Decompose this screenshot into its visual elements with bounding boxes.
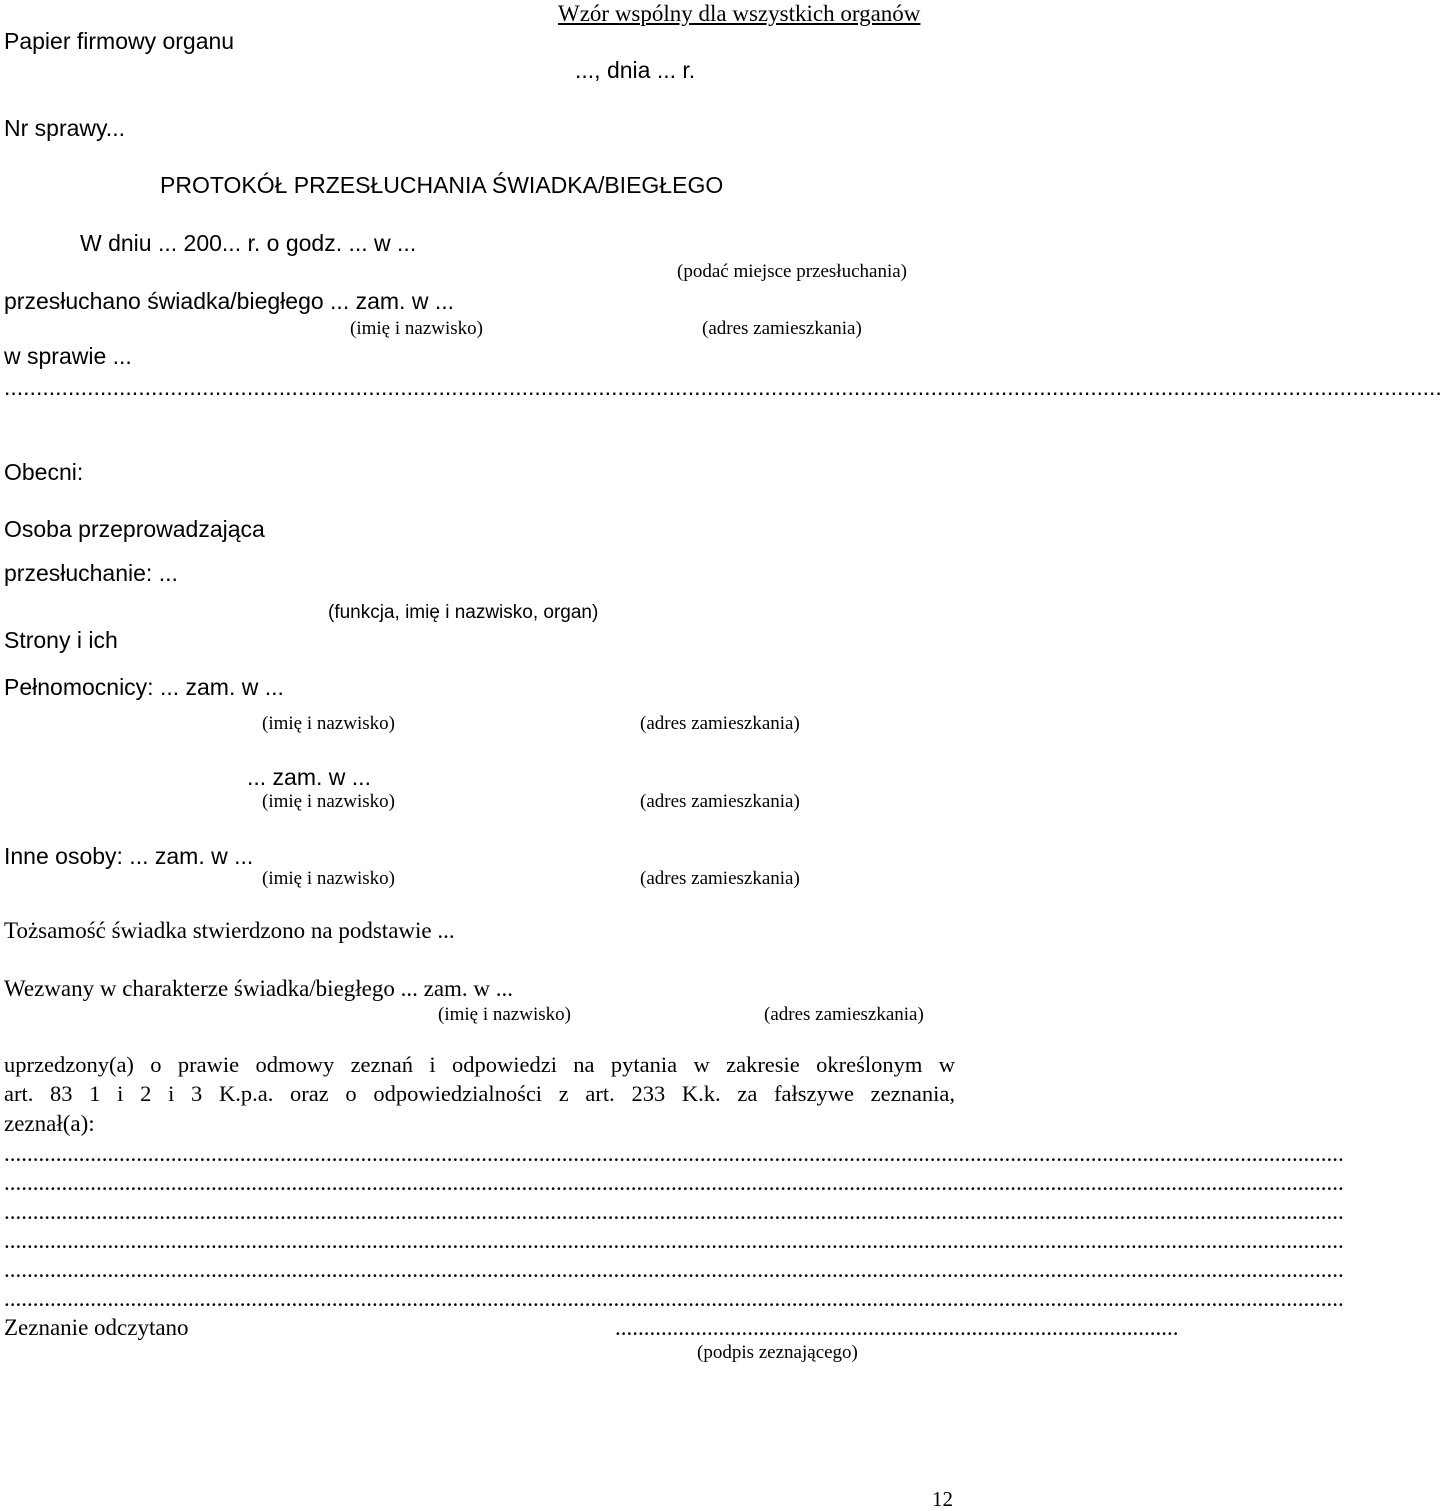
testimony-line: ......................................................................................................................................................................................................................................... [4, 1199, 1344, 1224]
signature-dots: .................................................................................................. [615, 1315, 1179, 1340]
conductor-label-2: przesłuchanie: ... [4, 560, 178, 586]
place-date-line: ..., dnia ... r. [575, 57, 696, 83]
document-title: PROTOKÓŁ PRZESŁUCHANIA ŚWIADKA/BIEGŁEGO [160, 172, 724, 198]
case-number: Nr sprawy... [4, 115, 125, 141]
letterhead-label: Papier firmowy organu [4, 28, 235, 54]
signature-hint: (podpis zeznającego) [697, 1342, 858, 1363]
others-name-hint: (imię i nazwisko) [262, 868, 395, 889]
template-note: Wzór wspólny dla wszystkich organów [558, 1, 921, 26]
testimony-line: ......................................................................................................................................................................................................................................... [4, 1286, 1344, 1311]
date-line: W dniu ... 200... r. o godz. ... w ... [80, 230, 417, 256]
matter-line: w sprawie ... [4, 343, 132, 369]
parties-line-3: ... zam. w ... [247, 764, 371, 790]
summoned-line: Wezwany w charakterze świadka/biegłego ... zam. w ... [4, 976, 514, 1001]
parties-name-hint: (imię i nazwisko) [262, 713, 395, 734]
conductor-label-1: Osoba przeprowadzająca [4, 516, 265, 542]
others-line: Inne osoby: ... zam. w ... [4, 843, 254, 869]
witness-line: przesłuchano świadka/biegłego ... zam. w ... [4, 288, 455, 314]
conductor-hint: (funkcja, imię i nazwisko, organ) [328, 602, 599, 623]
place-hint: (podać miejsce przesłuchania) [677, 261, 907, 282]
parties-address-hint: (adres zamieszkania) [640, 713, 800, 734]
others-address-hint: (adres zamieszkania) [640, 868, 800, 889]
warning-line-2: art. 83 1 i 2 i 3 K.p.a. oraz o odpowiedzialności z art. 233 K.k. za fałszywe zeznania, [4, 1081, 955, 1106]
parties-address-hint-2: (adres zamieszkania) [640, 791, 800, 812]
testimony-line: ......................................................................................................................................................................................................................................... [4, 1228, 1344, 1253]
read-out-label: Zeznanie odczytano [4, 1315, 189, 1340]
testimony-line: ......................................................................................................................................................................................................................................... [4, 1257, 1344, 1282]
parties-label-1: Strony i ich [4, 627, 118, 653]
warning-line-1: uprzedzony(a) o prawie odmowy zeznań i odpowiedzi na pytania w zakresie określonym w [4, 1052, 955, 1077]
testimony-line: ......................................................................................................................................................................................................................................... [4, 1170, 1344, 1195]
matter-continuation: ................................................................................................................................................................................................................................. [4, 374, 1442, 400]
witness-address-hint: (adres zamieszkania) [702, 318, 862, 339]
present-label: Obecni: [4, 459, 84, 485]
summoned-address-hint: (adres zamieszkania) [764, 1004, 924, 1025]
witness-name-hint: (imię i nazwisko) [350, 318, 483, 339]
summoned-name-hint: (imię i nazwisko) [438, 1004, 571, 1025]
identity-line: Tożsamość świadka stwierdzono na podstawie ... [4, 918, 455, 943]
testimony-line: ......................................................................................................................................................................................................................................... [4, 1141, 1344, 1166]
page-number: 12 [932, 1487, 953, 1511]
parties-line-2: Pełnomocnicy: ... zam. w ... [4, 674, 284, 700]
warning-line-3: zeznał(a): [4, 1111, 95, 1136]
parties-name-hint-2: (imię i nazwisko) [262, 791, 395, 812]
